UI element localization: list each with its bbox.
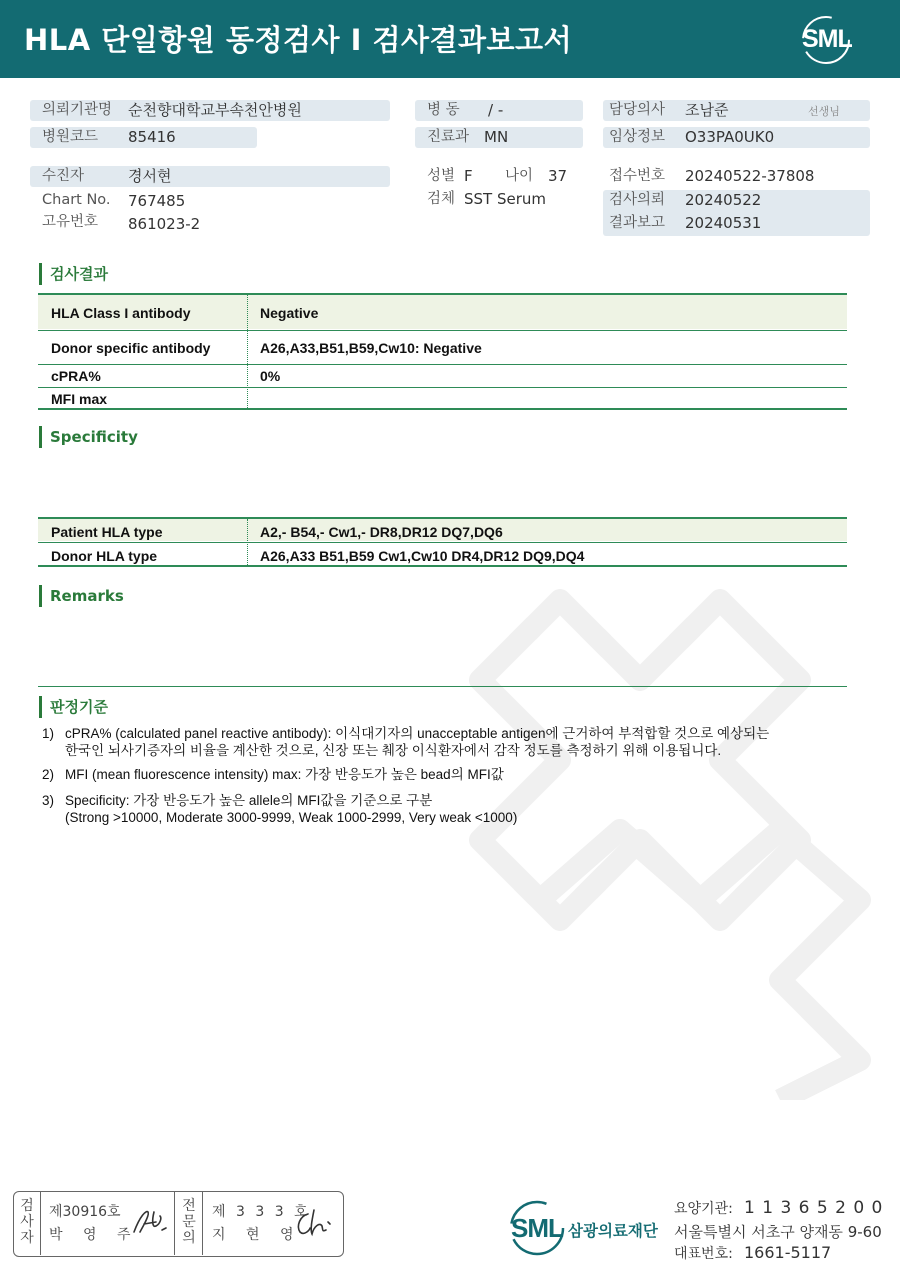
result-row-label: cPRA%	[51, 368, 101, 384]
result-row-label: MFI max	[51, 391, 108, 407]
hla-row-label: Patient HLA type	[51, 524, 163, 540]
department-label: 진료과	[427, 129, 470, 145]
ward-value: / -	[488, 101, 504, 119]
sml-logo	[800, 14, 852, 66]
institution-label: 의뢰기관명	[42, 102, 113, 118]
doctor-label: 담당의사	[609, 102, 666, 118]
criteria-section-title: 판정기준	[39, 696, 108, 718]
hospital-code-value: 85416	[128, 128, 176, 146]
hla-row-value: A2,- B54,- Cw1,- DR8,DR12 DQ7,DQ6	[260, 524, 503, 540]
report-header	[0, 0, 900, 78]
footer-code-label: 요양기관:	[674, 1201, 733, 1217]
result-row-label: Donor specific antibody	[51, 340, 211, 356]
criteria-text: 한국인 뇌사기증자의 비율을 계산한 것으로, 신장 또는 췌장 이식환자에서 감작 정도를 측정하기 위해 이용됩니다.	[65, 743, 722, 758]
sex-label: 성별	[427, 168, 456, 184]
footer-phone-value: 1661-5117	[744, 1243, 832, 1262]
doctor-value: 조남준	[685, 101, 729, 119]
patient-label: 수진자	[42, 168, 85, 184]
examiner-char: 사	[20, 1214, 34, 1230]
specialist-char: 문	[182, 1214, 196, 1230]
results-rule	[38, 364, 847, 365]
footer-code-value: 1 1 3 6 5 2 0 0	[744, 1198, 884, 1218]
specialist-char: 의	[182, 1230, 196, 1246]
report-title: HLA 단일항원 동정검사 I 검사결과보고서	[24, 23, 573, 57]
specialist-signature-icon	[292, 1206, 336, 1240]
request-label: 검사의뢰	[609, 192, 666, 208]
hla-bottom-rule	[38, 565, 847, 567]
age-value: 37	[548, 167, 568, 185]
results-column-divider	[247, 295, 248, 408]
criteria-number: 3)	[42, 793, 55, 808]
specificity-section-title: Specificity	[39, 426, 138, 448]
signature-divider	[40, 1192, 41, 1255]
signature-divider	[202, 1192, 203, 1255]
criteria-text: Specificity: 가장 반응도가 높은 allele의 MFI값을 기준으로 구분	[65, 793, 433, 808]
patient-value: 경서현	[128, 167, 172, 185]
clinical-value: O33PA0UK0	[685, 128, 775, 146]
examiner-signature-icon	[130, 1206, 172, 1238]
request-value: 20240522	[685, 191, 762, 209]
id-label: 고유번호	[42, 214, 99, 230]
remarks-section-title: Remarks	[39, 585, 124, 607]
footer-address: 서울특별시 서초구 양재동 9-60	[674, 1223, 882, 1241]
report-label: 결과보고	[609, 215, 666, 231]
hla-row-label: Donor HLA type	[51, 548, 158, 564]
specialist-number: 제 3 3 3 호	[212, 1204, 311, 1220]
receipt-label: 접수번호	[609, 168, 666, 184]
specialist-char: 전	[182, 1198, 196, 1214]
clinical-label: 임상정보	[609, 129, 666, 145]
chart-value: 767485	[128, 192, 186, 210]
hla-row-value: A26,A33 B51,B59 Cw1,Cw10 DR4,DR12 DQ9,DQ4	[260, 548, 585, 564]
sex-value: F	[464, 167, 473, 185]
examiner-number: 제30916호	[49, 1204, 121, 1220]
remarks-rule	[38, 686, 847, 687]
logo-text: SML	[802, 25, 852, 53]
result-row-value: 0%	[260, 368, 281, 384]
examiner-char: 자	[20, 1230, 34, 1246]
footer-logo-text: SML	[511, 1213, 563, 1243]
result-row-label: HLA Class I antibody	[51, 305, 191, 321]
specimen-value: SST Serum	[464, 190, 547, 208]
specimen-label: 검체	[427, 191, 456, 207]
results-rule	[38, 330, 847, 331]
ward-label: 병 동	[427, 102, 460, 118]
examiner-char: 검	[20, 1198, 34, 1214]
results-section-title: 검사결과	[39, 263, 108, 285]
specialist-name: 지 현 영	[212, 1227, 302, 1243]
institution-value: 순천향대학교부속천안병원	[128, 101, 302, 119]
report-value: 20240531	[685, 214, 762, 232]
department-value: MN	[484, 128, 509, 146]
specialist-vertical-label	[182, 1198, 196, 1246]
receipt-value: 20240522-37808	[685, 167, 815, 185]
result-row-value: Negative	[260, 305, 319, 321]
results-rule	[38, 387, 847, 388]
hla-rule	[38, 542, 847, 543]
signature-divider	[174, 1192, 175, 1255]
age-label: 나이	[505, 168, 534, 184]
chart-label: Chart No.	[42, 192, 111, 208]
id-value: 861023-2	[128, 215, 201, 233]
criteria-text: cPRA% (calculated panel reactive antibody): 이식대기자의 unacceptable antigen에 근거하여 부적합할 것으로 예상되는	[65, 726, 770, 741]
footer-org-name: 삼광의료재단	[568, 1222, 658, 1240]
examiner-name: 박 영 주	[49, 1227, 139, 1243]
footer-phone-label: 대표번호:	[674, 1246, 733, 1262]
examiner-vertical-label	[20, 1198, 34, 1246]
criteria-number: 1)	[42, 726, 55, 741]
results-bottom-rule	[38, 408, 847, 410]
criteria-text: MFI (mean fluorescence intensity) max: 가장 반응도가 높은 bead의 MFI값	[65, 767, 504, 782]
signature-box	[13, 1191, 344, 1257]
result-row-value: A26,A33,B51,B59,Cw10: Negative	[260, 340, 482, 356]
doctor-suffix: 선생님	[808, 105, 840, 118]
criteria-text: (Strong >10000, Moderate 3000-9999, Weak 1000-2999, Very weak <1000)	[65, 810, 518, 825]
criteria-number: 2)	[42, 767, 55, 782]
hospital-code-label: 병원코드	[42, 129, 99, 145]
